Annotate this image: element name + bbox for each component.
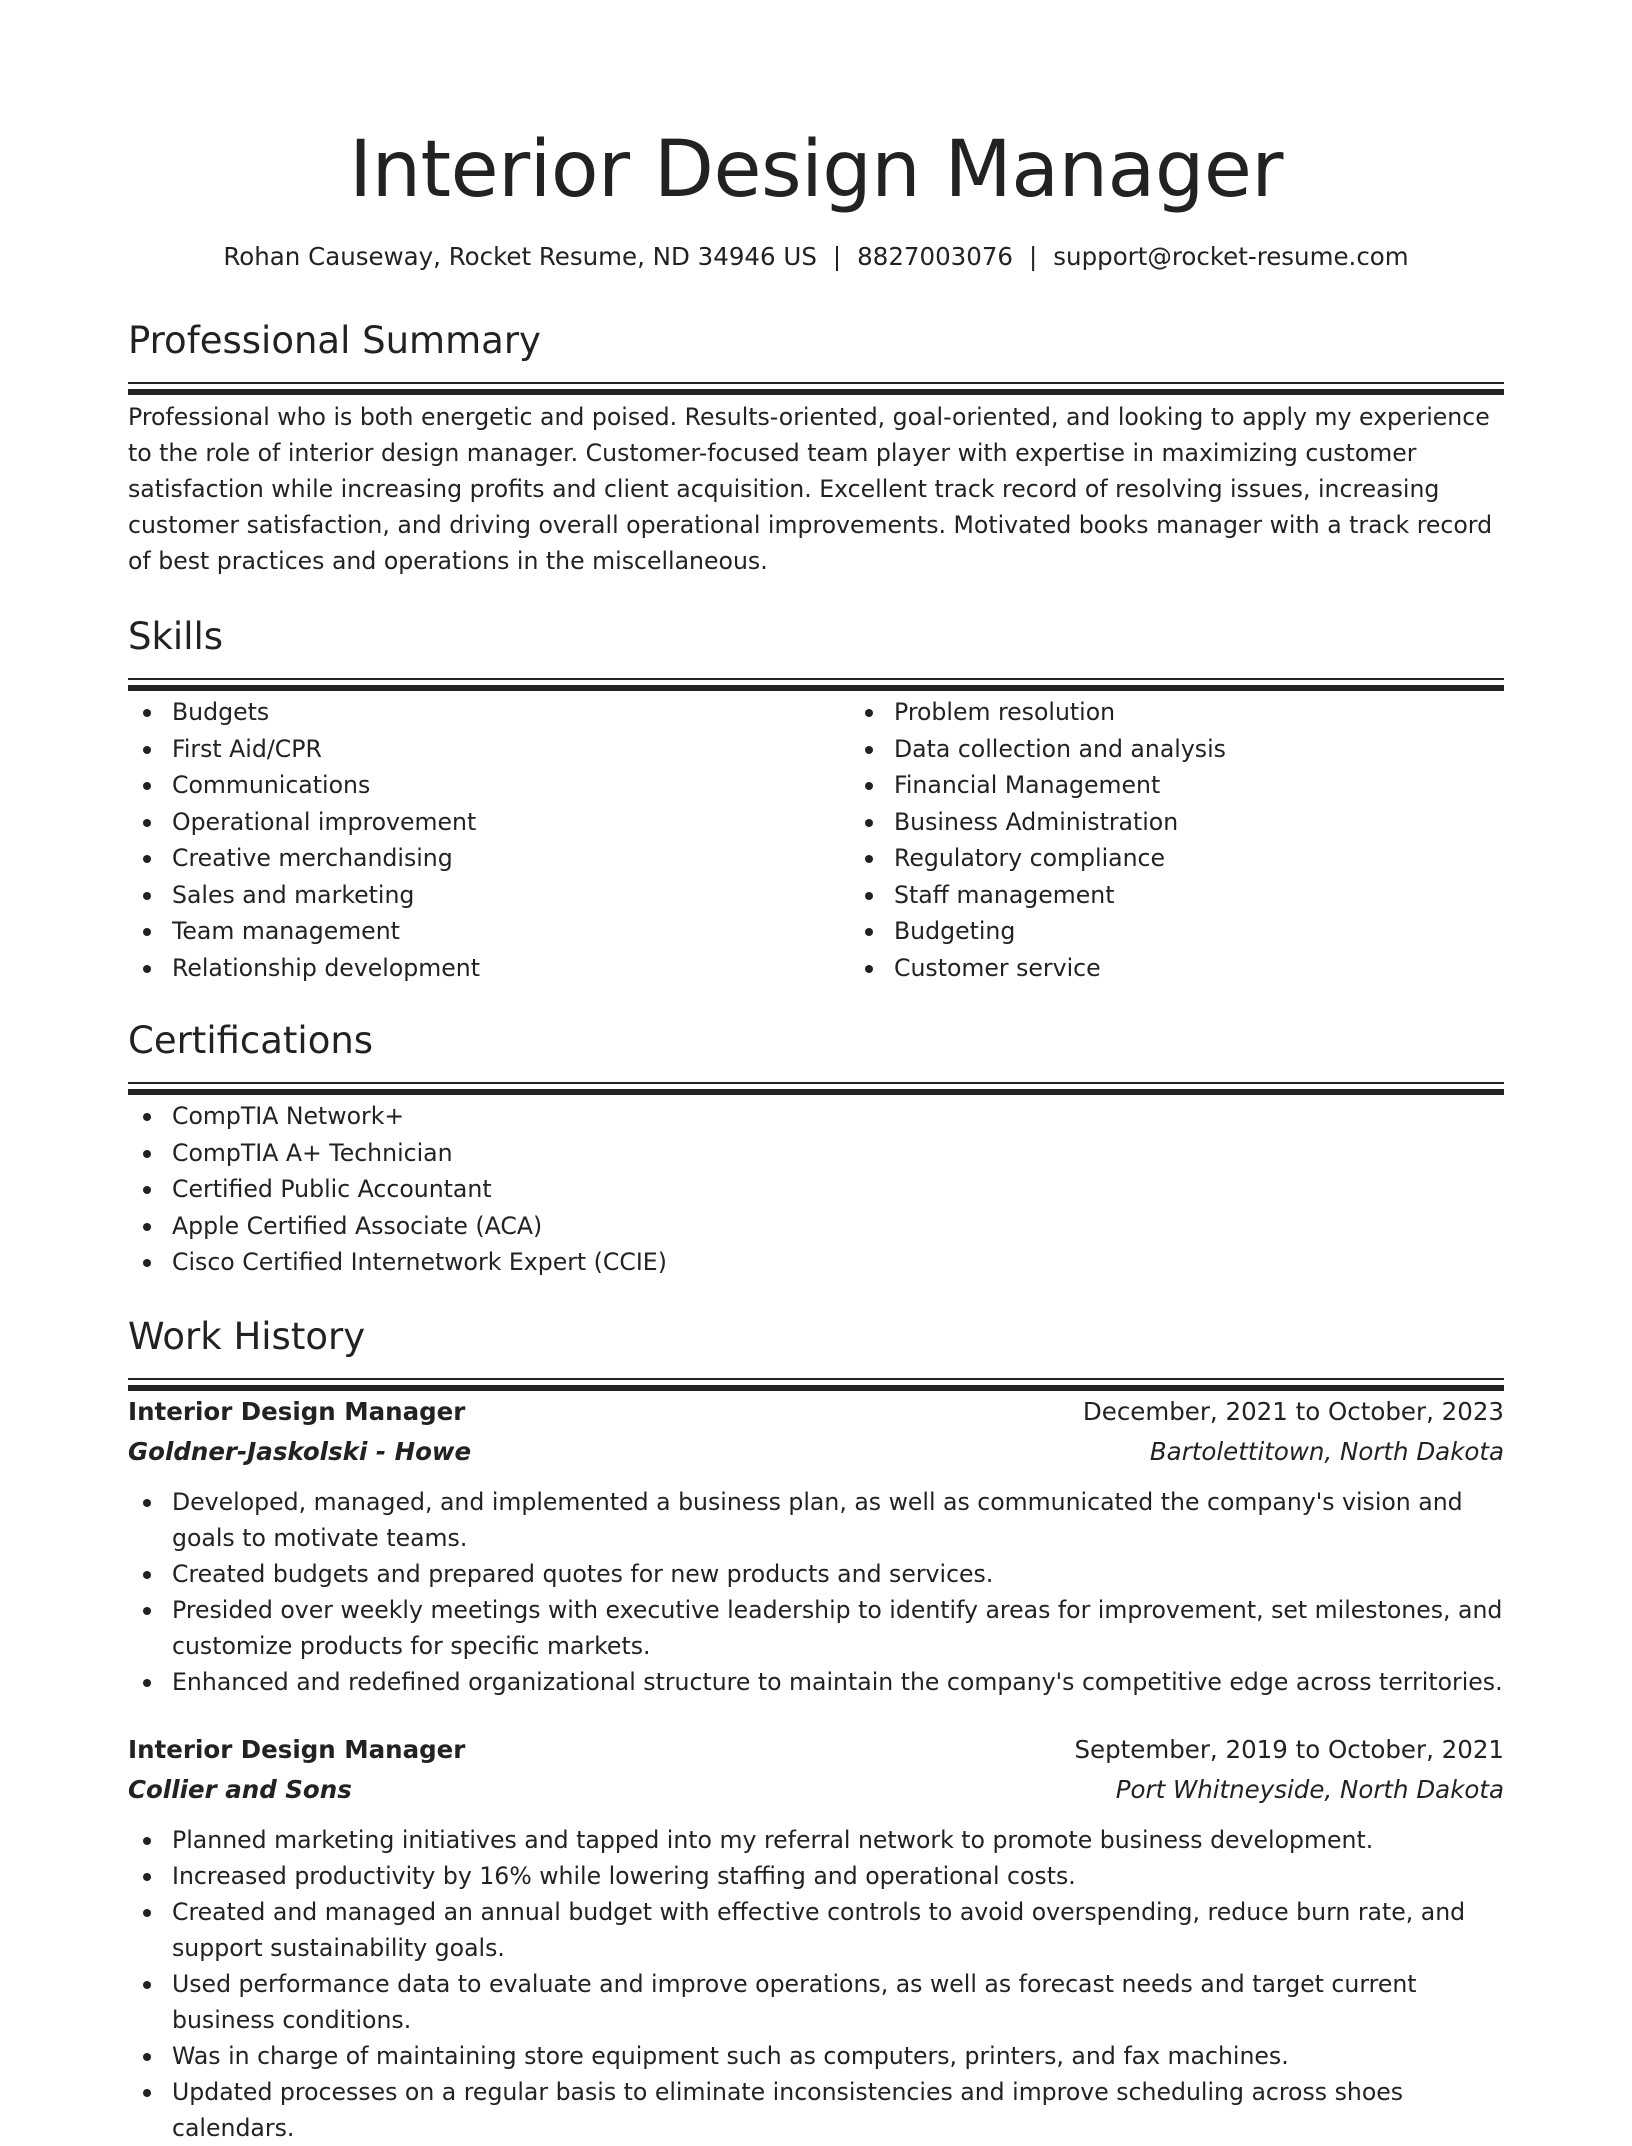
skills-list-right [850,694,1528,986]
list-item: Presided over weekly meetings with executive leadership to identify areas for improvement, set milestones, and customize products for specific markets. [172,1592,1504,1664]
list-item: Cisco Certified Internetwork Expert (CCIE) [172,1244,1504,1281]
certifications-section [128,1018,1504,1281]
list-item: Financial Management [894,767,1528,804]
job-company: Collier and Sons [128,1775,352,1804]
list-item: Apple Certified Associate (ACA) [172,1208,1504,1245]
page-title: Interior Design Manager [349,125,1283,215]
job-company-row [128,1432,1504,1472]
list-item: First Aid/CPR [172,731,806,768]
list-item: Communications [172,767,806,804]
list-item: Creative merchandising [172,840,806,877]
job-title: Interior Design Manager [128,1397,466,1426]
list-item: Updated processes on a regular basis to eliminate inconsistencies and improve scheduling across shoes calendars. [172,2074,1504,2146]
contact-separator: | [832,242,842,271]
job-title: Interior Design Manager [128,1735,466,1764]
contact-phone: 8827003076 [857,242,1014,271]
list-item: Planned marketing initiatives and tapped into my referral network to promote business development. [172,1822,1504,1858]
work-history-section [128,1314,1504,2146]
list-item: CompTIA A+ Technician [172,1135,1504,1172]
job-company: Goldner-Jaskolski - Howe [128,1437,472,1466]
summary-section [128,318,1504,579]
list-item: Problem resolution [894,694,1528,731]
list-item: Was in charge of maintaining store equipment such as computers, printers, and fax machines. [172,2038,1504,2074]
skills-section [128,614,1504,986]
contact-line [128,240,1504,274]
job-location: Port Whitneyside, North Dakota [1115,1775,1504,1804]
list-item: Customer service [894,950,1528,987]
list-item: Created and managed an annual budget with effective controls to avoid overspending, reduce burn rate, and support sustainability goals. [172,1894,1504,1966]
list-item: Operational improvement [172,804,806,841]
job-entry [128,1392,1504,1700]
list-item: Increased productivity by 16% while lowering staffing and operational costs. [172,1858,1504,1894]
list-item: Sales and marketing [172,877,806,914]
section-heading-work-history: Work History [128,1315,366,1358]
job-dates: September, 2019 to October, 2021 [1074,1735,1504,1764]
contact-separator: | [1029,242,1038,271]
list-item: Relationship development [172,950,806,987]
section-heading-skills: Skills [128,615,224,658]
resume-page [128,0,1504,2142]
section-rule [128,1082,1504,1084]
list-item: Certified Public Accountant [172,1171,1504,1208]
list-item: Budgeting [894,913,1528,950]
skills-list-left [128,694,806,986]
job-bullets [128,1484,1504,1700]
list-item: Developed, managed, and implemented a business plan, as well as communicated the company's vision and goals to motivate teams. [172,1484,1504,1556]
list-item: Budgets [172,694,806,731]
list-item: Created budgets and prepared quotes for new products and services. [172,1556,1504,1592]
section-heading-summary: Professional Summary [128,319,541,362]
job-dates: December, 2021 to October, 2023 [1082,1397,1504,1426]
list-item: Regulatory compliance [894,840,1528,877]
list-item: Team management [172,913,806,950]
certifications-list [128,1098,1504,1281]
section-heading-certifications: Certifications [128,1019,374,1062]
section-rule [128,382,1504,384]
summary-text: Professional who is both energetic and poised. Results-oriented, goal-oriented, and looking to apply my experience to the role of interior design manager. Customer-focused team player with expertise in maximizing customer satisfaction while increasing profits and client acquisition. Excellent track record of resolving issues, increasing customer satisfaction, and driving overall operational improvements. Motivated books manager with a track record of best practices and operations in the miscellaneous. [128,403,1493,575]
contact-email: support@rocket-resume.com [1053,242,1409,271]
list-item: Used performance data to evaluate and improve operations, as well as forecast needs and target current business conditions. [172,1966,1504,2038]
list-item: Business Administration [894,804,1528,841]
job-title-row [128,1730,1504,1770]
list-item: Data collection and analysis [894,731,1528,768]
job-title-row [128,1392,1504,1432]
job-company-row [128,1770,1504,1810]
job-bullets [128,1822,1504,2146]
job-entry [128,1730,1504,2146]
skills-columns [128,694,1504,986]
job-location: Bartolettitown, North Dakota [1149,1437,1504,1466]
list-item: CompTIA Network+ [172,1098,1504,1135]
section-rule [128,1378,1504,1380]
list-item: Enhanced and redefined organizational structure to maintain the company's competitive edge across territories. [172,1664,1504,1700]
section-rule [128,678,1504,680]
list-item: Staff management [894,877,1528,914]
contact-address: Rohan Causeway, Rocket Resume, ND 34946 US [223,242,817,271]
